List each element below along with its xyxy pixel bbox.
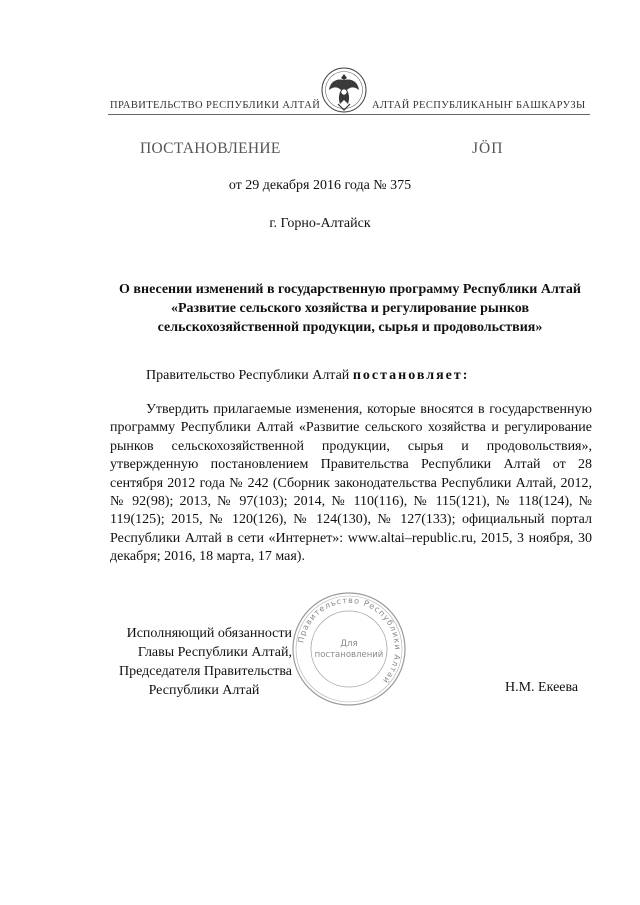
decree-government: Правительство Республики Алтай — [146, 368, 350, 383]
doc-type-ru: ПОСТАНОВЛЕНИЕ — [140, 140, 281, 157]
signature-block — [106, 624, 292, 700]
signature-line-3: Председателя Правительства — [118, 664, 292, 679]
document-date: от 29 декабря 2016 года № 375 — [228, 178, 412, 193]
doc-type-alt: JÖП — [472, 140, 504, 157]
signature-line-1: Исполняющий обязанности — [126, 626, 292, 641]
signature-line-2: Главы Республики Алтай, — [137, 645, 292, 660]
document-city: г. Горно-Алтайск — [269, 216, 371, 231]
header-government-name-alt: АЛТАЙ РЕСПУБЛИКАНЫҤ БАШКАРУЗЫ — [372, 100, 586, 111]
header-divider — [108, 114, 590, 115]
stamp-ring-text: Правительство Республики Алтай — [296, 595, 403, 686]
header-government-name-ru: ПРАВИТЕЛЬСТВО РЕСПУБЛИКИ АЛТАЙ — [110, 100, 321, 111]
decree-verb: постановляет: — [352, 368, 470, 383]
official-stamp — [290, 590, 408, 708]
stamp-center-line1: Для — [340, 639, 358, 649]
stamp-center-line2: постановлений — [314, 650, 384, 660]
decree-line — [146, 368, 469, 384]
document-title: О внесении изменений в государственную программу Республики Алтай «Развитие сельского хозяйства и регулирование рынков сельскохозяйственной продукции, сырья и продовольствия» — [119, 282, 581, 335]
coat-of-arms-emblem — [320, 66, 368, 116]
signer-name: Н.М. Екеева — [505, 680, 579, 695]
signature-line-4: Республики Алтай — [148, 683, 260, 698]
document-body: Утвердить прилагаемые изменения, которые вносятся в государственную программу Республики Алтай «Развитие сельского хозяйства и регулирование рынков сельскохозяйственной продукции, сырья и продовольствия», утвержденную постановлением Правительства Республики Алтай от 28 сентября 2012 года № 242 (Сборник законодательства Республики Алтай, 2012, № 92(98); 2013, № 97(103); 2014, № 110(116), № 115(121), № 118(124), № 119(125); 2015, № 120(126), № 124(130), № 127(133); официальный портал Республики Алтай в сети «Интернет»: www.altai–republic.ru, 2015, 3 ноября, 30 декабря; 2016, 18 марта, 17 мая). — [110, 402, 592, 565]
